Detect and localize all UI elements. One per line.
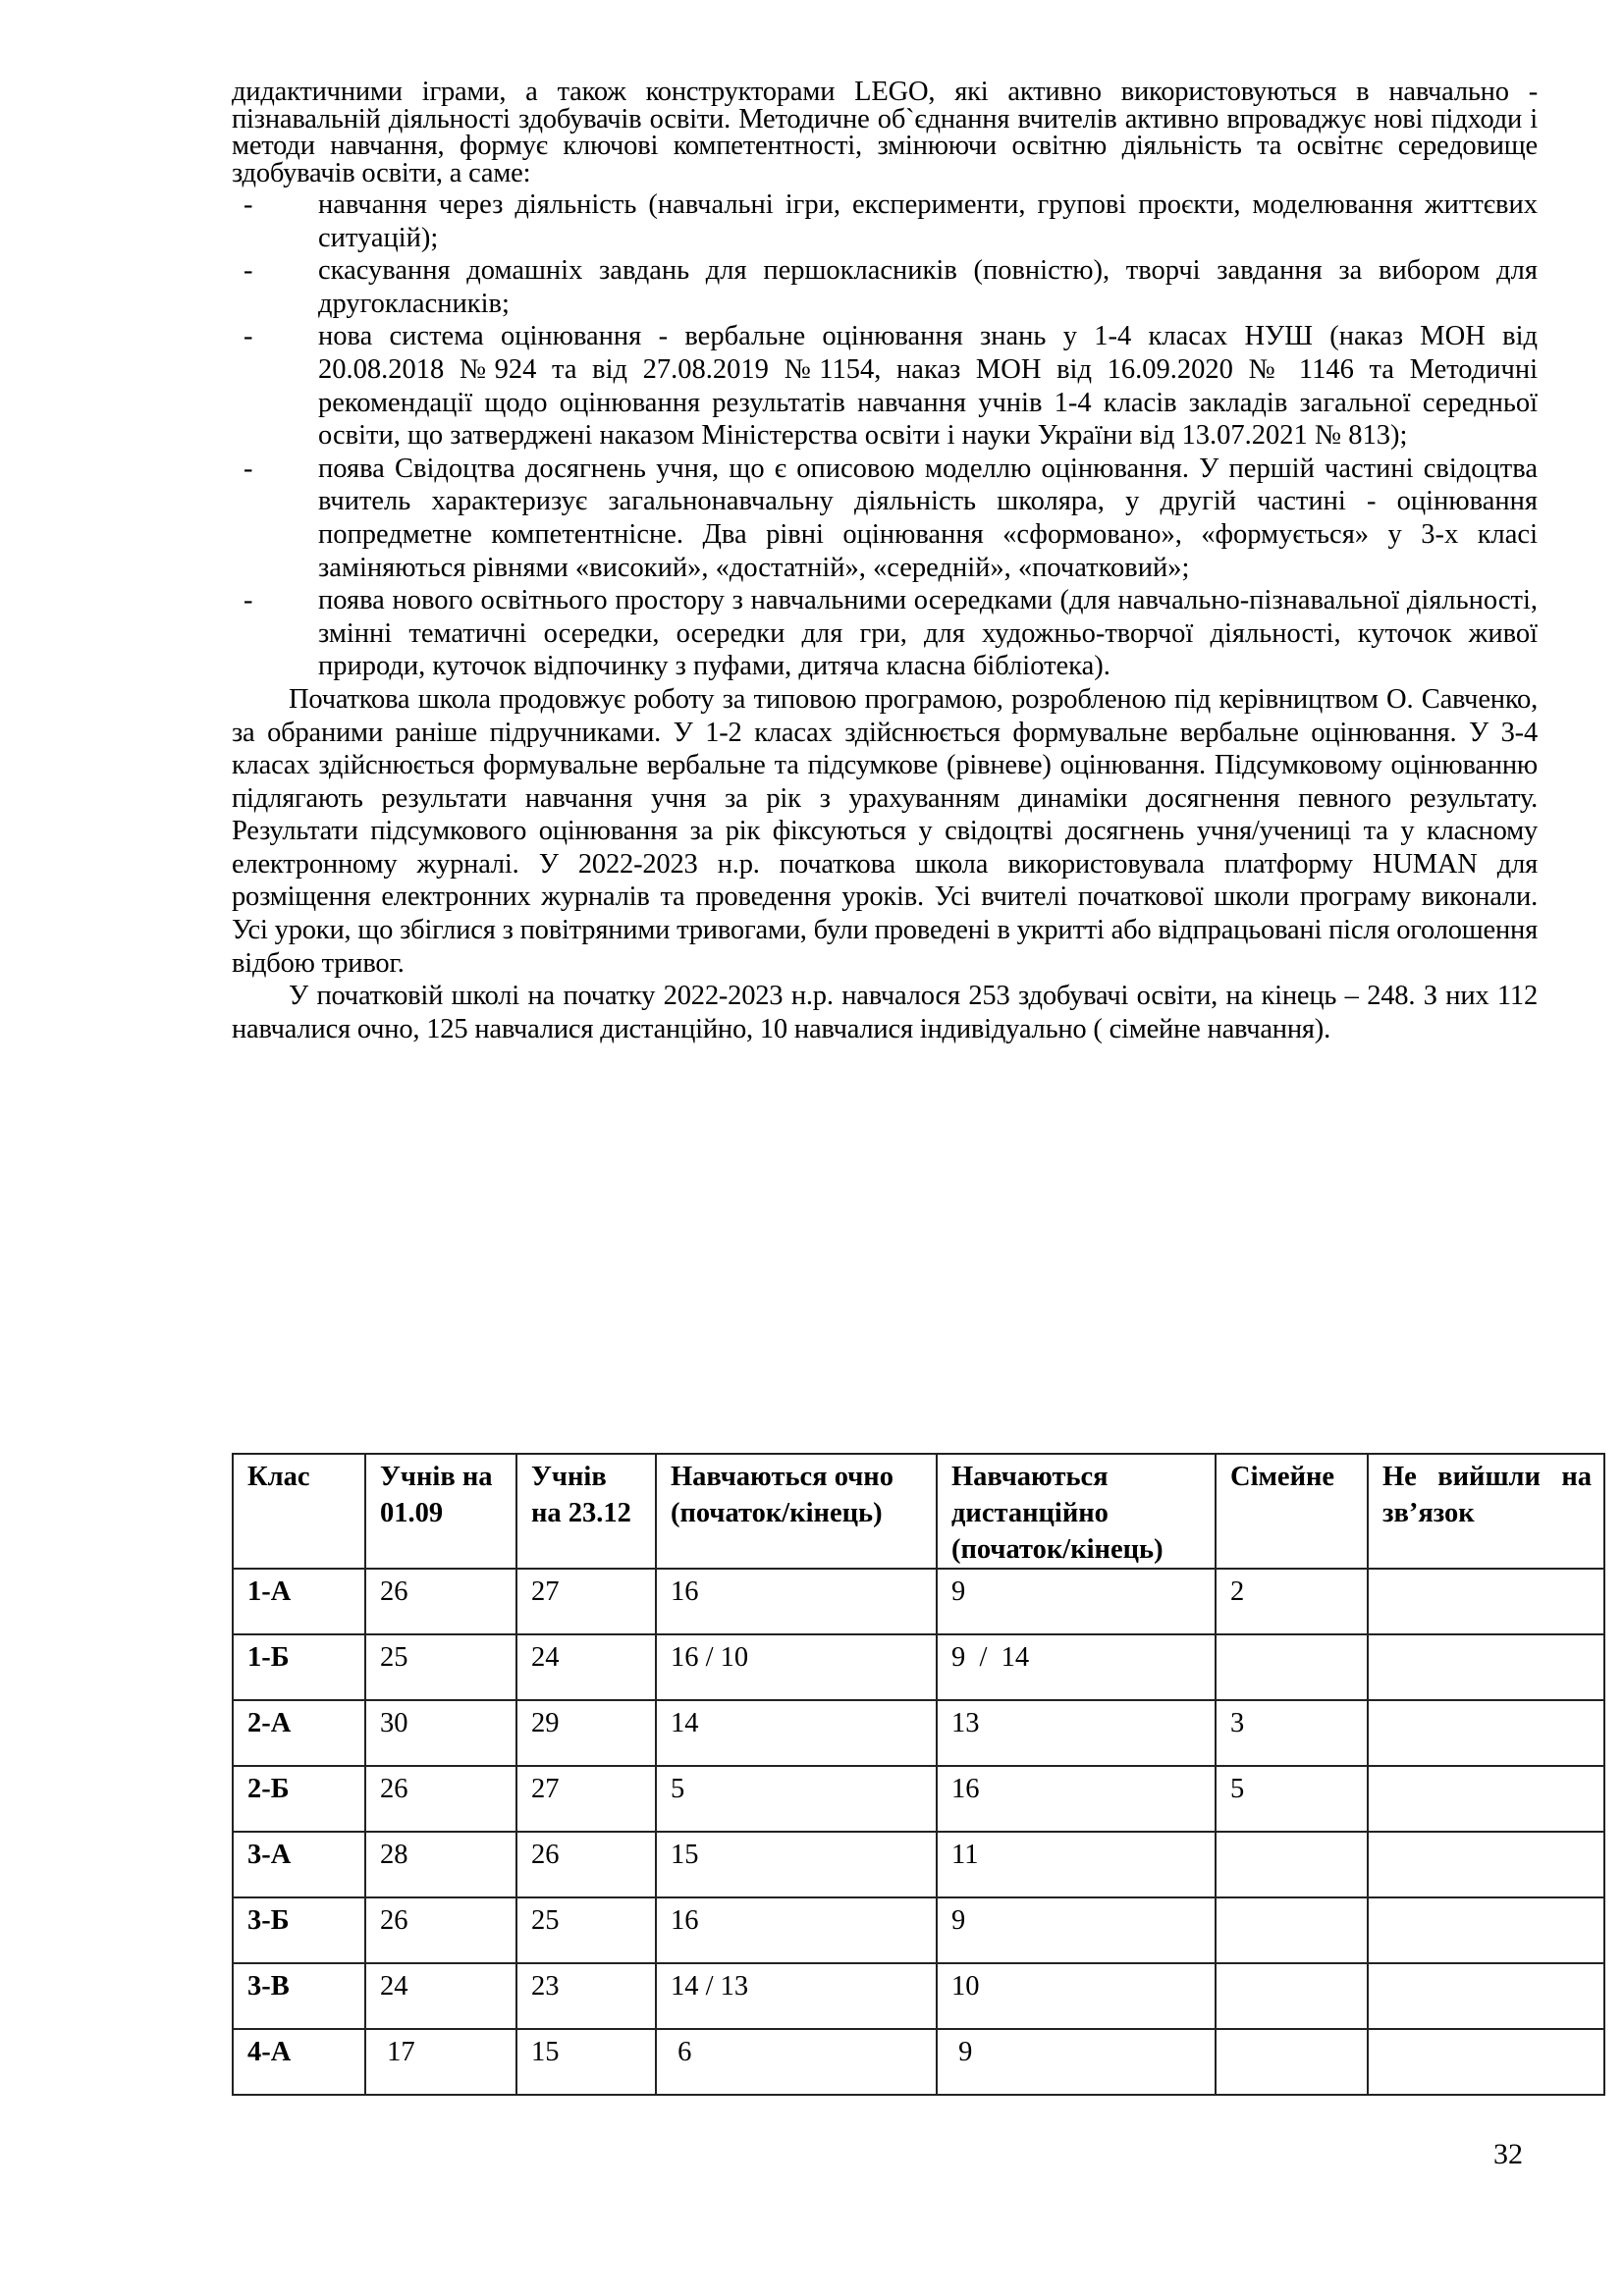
cell-no-contact [1368, 1569, 1604, 1634]
cell-in-person: 16 [656, 1897, 937, 1963]
cell-students-start: 26 [365, 1569, 516, 1634]
cell-in-person: 15 [656, 1832, 937, 1897]
cell-in-person: 16 / 10 [656, 1634, 937, 1700]
class-enrollment-table [232, 1453, 1605, 2096]
intro-paragraph: дидактичними іграми, а також конструкторами LEGO, які активно використовуються в навчально - пізнавальній діяльності здобувачів освіти. Методичне об`єднання вчителів активно впроваджує нові підходи і методи навчання, формує ключові компетентності, змінюючи освітню діяльність та освітнє середовище здобувачів освіти, а саме: [232, 77, 1538, 188]
cell-students-end: 24 [516, 1634, 656, 1700]
cell-in-person: 6 [656, 2029, 937, 2095]
page-number: 32 [1493, 2138, 1523, 2170]
cell-no-contact [1368, 1700, 1604, 1766]
cell-family [1216, 1897, 1368, 1963]
cell-students-start: 26 [365, 1897, 516, 1963]
table-row [233, 1897, 1604, 1963]
table-row [233, 2029, 1604, 2095]
bullet-marker: - [244, 189, 253, 220]
bullet-item [244, 254, 1538, 320]
table-row [233, 1700, 1604, 1766]
cell-distance: 9 [937, 2029, 1216, 2095]
bullet-text: поява Свідоцтва досягнень учня, що є описовою моделлю оцінювання. У першій частині свідоцтва вчитель характеризує загальнонавчальну діяльність школяра, у другій частині - оцінювання попредметне компетентнісне. Два рівні оцінювання «сформовано», «формується» у 3-х класі заміняються рівнями «високий», «достатній», «середній», «початковий»; [318, 453, 1538, 583]
cell-class: 3-В [233, 1963, 365, 2029]
header-in-person: Навчаються очно (початок/кінець) [656, 1454, 937, 1569]
cell-students-end: 23 [516, 1963, 656, 2029]
cell-students-end: 25 [516, 1897, 656, 1963]
cell-distance: 11 [937, 1832, 1216, 1897]
cell-family [1216, 1634, 1368, 1700]
cell-students-start: 26 [365, 1766, 516, 1832]
cell-students-end: 27 [516, 1766, 656, 1832]
header-students-start: Учнів на 01.09 [365, 1454, 516, 1569]
bullet-item [244, 188, 1538, 254]
cell-students-end: 29 [516, 1700, 656, 1766]
cell-no-contact [1368, 2029, 1604, 2095]
table-row [233, 1634, 1604, 1700]
header-class: Клас [233, 1454, 365, 1569]
bullet-marker: - [244, 321, 253, 352]
cell-family [1216, 1832, 1368, 1897]
cell-in-person: 5 [656, 1766, 937, 1832]
bullet-marker: - [244, 255, 253, 287]
cell-class: 4-А [233, 2029, 365, 2095]
primary-school-paragraph: Початкова школа продовжує роботу за типовою програмою, розробленою під керівництвом О. Савченко, за обраними раніше підручниками. У 1-2 класах здійснюється формувальне вербальне оцінювання. У 3-4 класах здійснюється формувальне вербальне та підсумкове (рівневе) оцінювання. Підсумковому оцінюванню підлягають результати навчання учня за рік з урахуванням динаміки досягнення певного результату. Результати підсумкового оцінювання за рік фіксуються у свідоцтві досягнень учня/учениці та у класному електронному журналі. У 2022-2023 н.р. початкова школа використовувала платформу HUMAN для розміщення електронних журналів та проведення уроків. Усі вчителі початкової школи програму виконали. Усі уроки, що збіглися з повітряними тривогами, були проведені в укритті або відпрацьовані після оголошення відбою тривог. [232, 683, 1538, 979]
enrollment-paragraph: У початковій школі на початку 2022-2023 н.р. навчалося 253 здобувачі освіти, на кінець – 248. З них 112 навчалися очно, 125 навчалися дистанційно, 10 навчалися індивідуально ( сімейне навчання). [232, 981, 1538, 1044]
cell-family: 5 [1216, 1766, 1368, 1832]
bullet-item [244, 453, 1538, 584]
bullet-text: поява нового освітнього простору з навчальними осередками (для навчально-пізнавальної діяльності, змінні тематичні осередки, осередки для гри, для художньо-творчої діяльності, куточок живої природи, куточок відпочинку з пуфами, дитяча класна бібліотека). [318, 585, 1538, 682]
cell-students-end: 26 [516, 1832, 656, 1897]
document-body [232, 79, 1538, 1045]
bullet-text: скасування домашніх завдань для першокласників (повністю), творчі завдання за вибором для другокласників; [318, 255, 1538, 319]
cell-no-contact [1368, 1766, 1604, 1832]
cell-students-end: 15 [516, 2029, 656, 2095]
bullet-item [244, 584, 1538, 683]
cell-class: 3-А [233, 1832, 365, 1897]
cell-students-start: 25 [365, 1634, 516, 1700]
table-row [233, 1963, 1604, 2029]
cell-distance: 16 [937, 1766, 1216, 1832]
cell-family: 3 [1216, 1700, 1368, 1766]
cell-class: 1-А [233, 1569, 365, 1634]
header-students-end: Учнів на 23.12 [516, 1454, 656, 1569]
cell-students-end: 27 [516, 1569, 656, 1634]
cell-no-contact [1368, 1832, 1604, 1897]
cell-distance: 9 [937, 1569, 1216, 1634]
cell-students-start: 17 [365, 2029, 516, 2095]
cell-students-start: 30 [365, 1700, 516, 1766]
cell-family: 2 [1216, 1569, 1368, 1634]
header-no-contact: Не вийшли на зв’язок [1368, 1454, 1604, 1569]
table-row [233, 1766, 1604, 1832]
cell-distance: 9 / 14 [937, 1634, 1216, 1700]
cell-class: 1-Б [233, 1634, 365, 1700]
table-row [233, 1569, 1604, 1634]
cell-no-contact [1368, 1634, 1604, 1700]
cell-distance: 13 [937, 1700, 1216, 1766]
bullet-marker: - [244, 453, 253, 484]
cell-class: 2-А [233, 1700, 365, 1766]
cell-in-person: 16 [656, 1569, 937, 1634]
cell-distance: 9 [937, 1897, 1216, 1963]
cell-students-start: 28 [365, 1832, 516, 1897]
cell-no-contact [1368, 1963, 1604, 2029]
table-header-row [233, 1454, 1604, 1569]
cell-students-start: 24 [365, 1963, 516, 2029]
table-row [233, 1832, 1604, 1897]
header-family: Сімейне [1216, 1454, 1368, 1569]
cell-in-person: 14 / 13 [656, 1963, 937, 2029]
bullet-text: нова система оцінювання - вербальне оцінювання знань у 1-4 класах НУШ (наказ МОН від 20.08.2018 №924 та від 27.08.2019 №1154, наказ МОН від 16.09.2020 № 1146 та Методичні рекомендації щодо оцінювання результатів навчання учнів 1-4 класів закладів загальної середньої освіти, що затверджені наказом Міністерства освіти і науки України від 13.07.2021 № 813); [318, 321, 1538, 452]
cell-in-person: 14 [656, 1700, 937, 1766]
bullet-marker: - [244, 585, 253, 616]
cell-family [1216, 2029, 1368, 2095]
cell-distance: 10 [937, 1963, 1216, 2029]
bullet-item [244, 320, 1538, 452]
header-distance: Навчаються дистанційно (початок/кінець) [937, 1454, 1216, 1569]
cell-no-contact [1368, 1897, 1604, 1963]
bullet-text: навчання через діяльність (навчальні ігри, експерименти, групові проєкти, моделювання життєвих ситуацій); [318, 189, 1538, 253]
cell-class: 3-Б [233, 1897, 365, 1963]
cell-family [1216, 1963, 1368, 2029]
cell-class: 2-Б [233, 1766, 365, 1832]
